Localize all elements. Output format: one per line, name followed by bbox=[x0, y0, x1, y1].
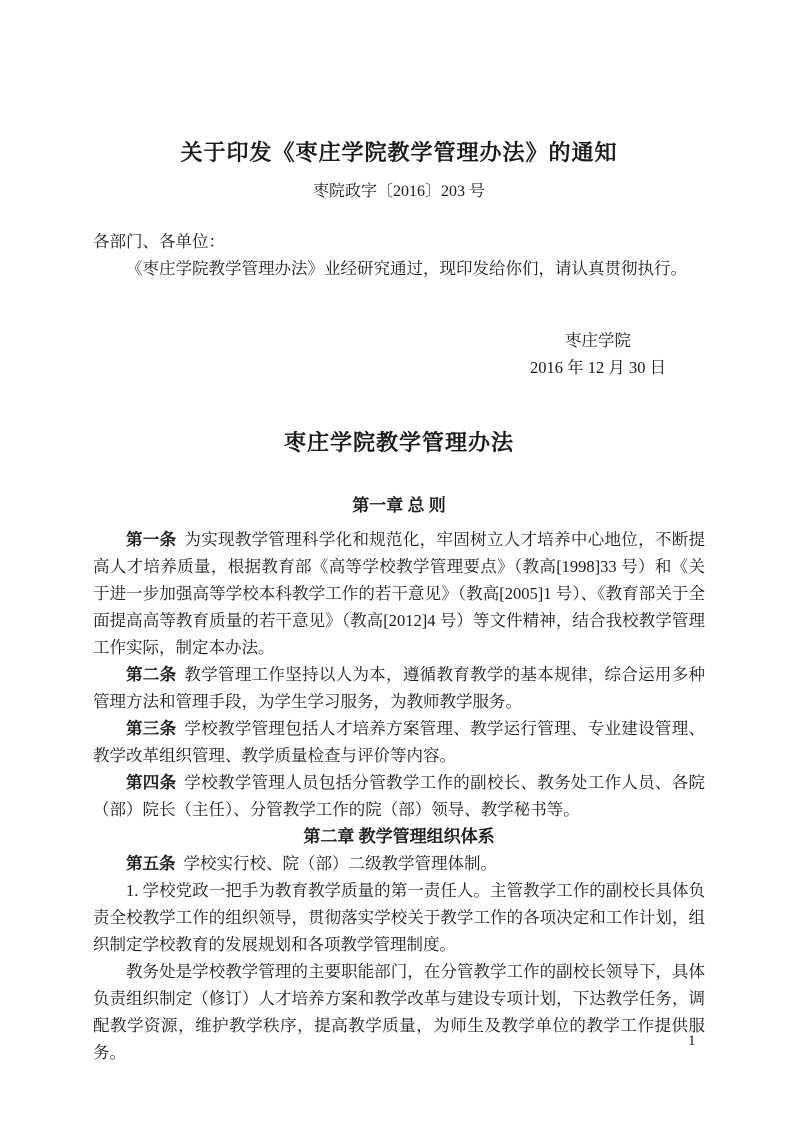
paragraph-responsibility-text: 1. 学校党政一把手为教育教学质量的第一责任人。主管教学工作的副校长具体负责全校教学工作的组织领导，贯彻落实学校关于教学工作的各项决定和工作计划，组织制定学校教育的发展规划和各项教学管理制度。 bbox=[93, 881, 705, 954]
article-4-text: 学校教学管理人员包括分管教学工作的副校长、教务处工作人员、各院（部）院长（主任）、分管教学工作的院（部）领导、教学秘书等。 bbox=[93, 773, 706, 819]
article-2-label: 第二条 bbox=[126, 665, 177, 684]
article-4-label: 第四条 bbox=[126, 773, 177, 792]
article-2 bbox=[93, 661, 705, 715]
salutation: 各部门、各单位： bbox=[93, 232, 225, 251]
paragraph-responsibility bbox=[93, 877, 705, 958]
chapter-1-heading: 第一章 总 则 bbox=[352, 496, 446, 515]
article-4 bbox=[93, 769, 705, 823]
paragraph-academic-affairs bbox=[93, 958, 705, 1066]
article-1-text: 为实现教学管理科学化和规范化，牢固树立人才培养中心地位，不断提高人才培养质量，根据教育部《高等学校教学管理要点》（教高[1998]33 号）和《关于进一步加强高等学校本科教学工作的若干意见》（教高[2005]1 号）、《教育部关于全面提高高等教育质量的若干意见》（教高[2012]4 号）等文件精神，结合我校教学管理工作实际，制定本办法。 bbox=[93, 530, 706, 657]
article-5-text: 学校实行校、院（部）二级教学管理体制。 bbox=[183, 854, 497, 873]
signer-name: 枣庄学院 bbox=[565, 331, 631, 350]
article-1-label: 第一条 bbox=[126, 530, 177, 549]
article-5 bbox=[93, 850, 705, 877]
notice-body: 《枣庄学院教学管理办法》业经研究通过，现印发给你们，请认真贯彻执行。 bbox=[126, 259, 687, 278]
document-number: 枣院政字〔2016〕203 号 bbox=[312, 183, 485, 200]
article-3-text: 学校教学管理包括人才培养方案管理、教学运行管理、专业建设管理、教学改革组织管理、教学质量检查与评价等内容。 bbox=[93, 719, 706, 765]
article-1 bbox=[93, 526, 705, 661]
signature-block bbox=[491, 327, 705, 381]
page-number: 1 bbox=[688, 1033, 696, 1049]
article-3 bbox=[93, 715, 705, 769]
article-3-label: 第三条 bbox=[126, 719, 177, 738]
signature-date: 2016 年 12 月 30 日 bbox=[529, 358, 667, 377]
article-5-label: 第五条 bbox=[126, 854, 176, 873]
regulation-title: 枣庄学院教学管理办法 bbox=[283, 430, 514, 455]
notice-title: 关于印发《枣庄学院教学管理办法》的通知 bbox=[180, 140, 618, 165]
chapter-2-heading: 第二章 教学管理组织体系 bbox=[303, 827, 495, 846]
paragraph-academic-affairs-text: 教务处是学校教学管理的主要职能部门，在分管教学工作的副校长领导下，具体负责组织制定（修订）人才培养方案和教学改革与建设专项计划，下达教学任务，调配教学资源，维护教学秩序，提高教学质量，为师生及教学单位的教学工作提供服务。 bbox=[93, 962, 705, 1062]
article-2-text: 教学管理工作坚持以人为本，遵循教育教学的基本规律，综合运用多种管理方法和管理手段，为学生学习服务，为教师教学服务。 bbox=[93, 665, 706, 711]
